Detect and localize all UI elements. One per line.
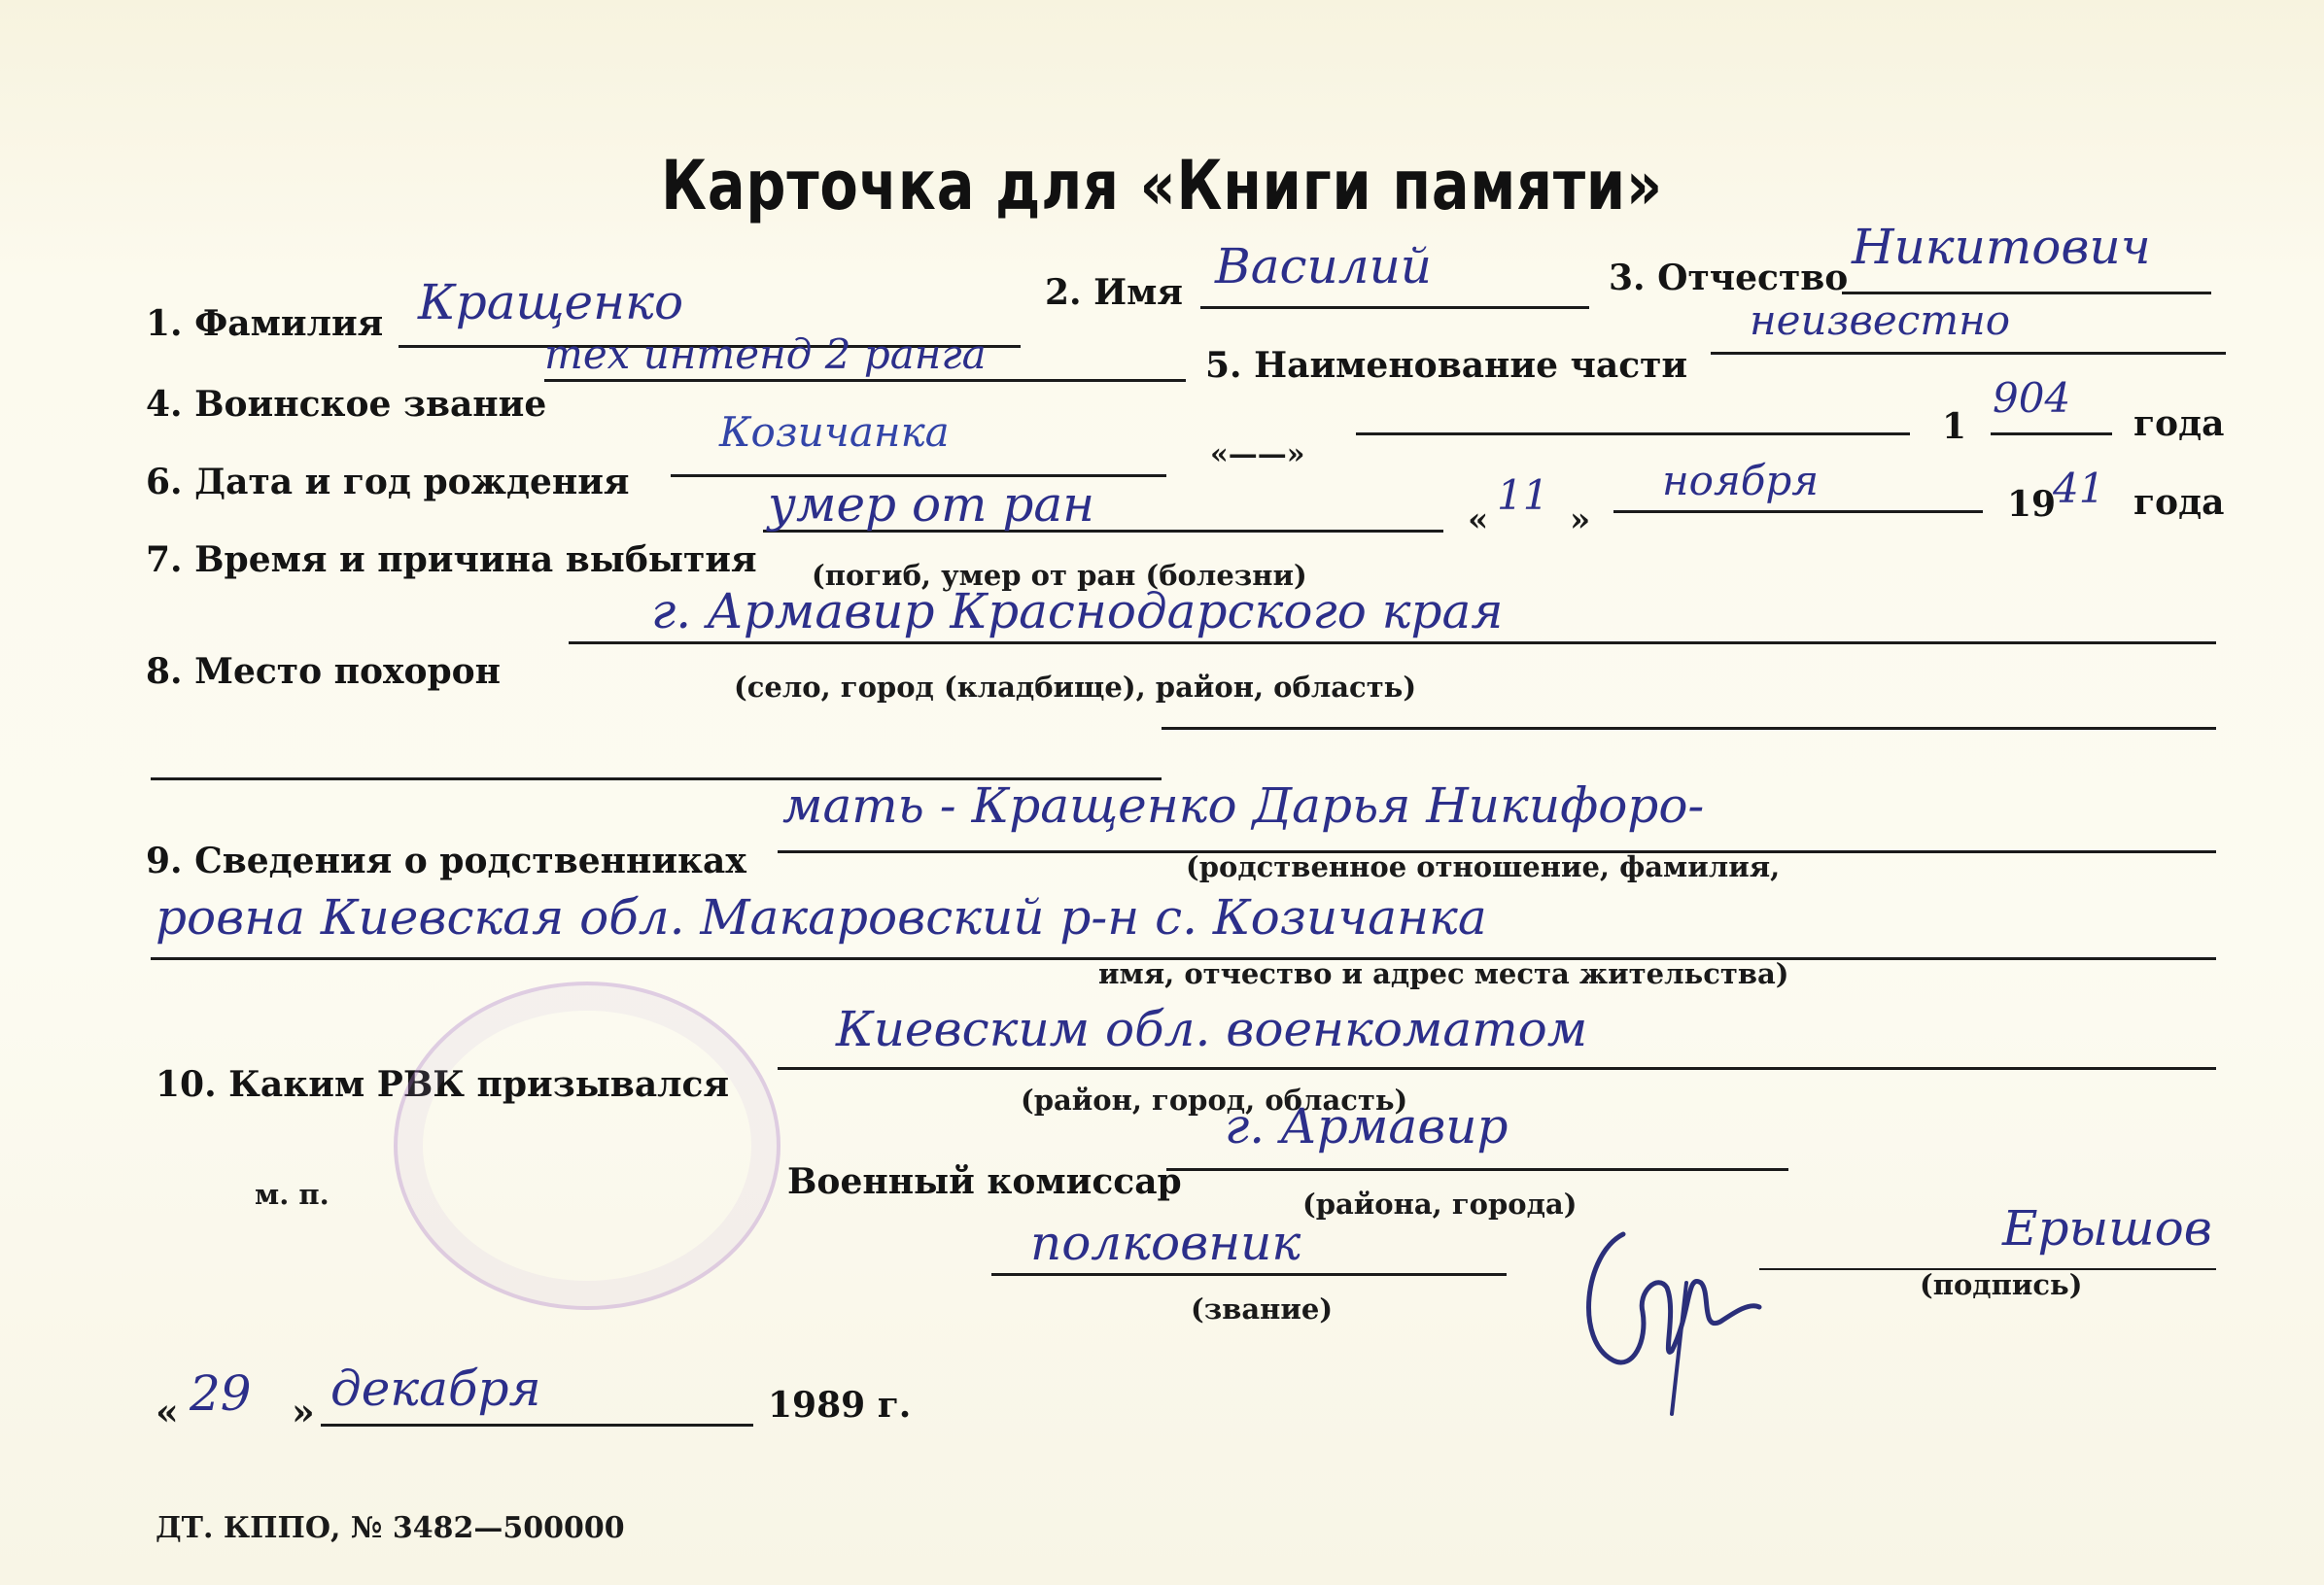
death-day-open: « bbox=[1468, 500, 1489, 539]
patronymic-line bbox=[1842, 292, 2211, 294]
value-rvk: Киевским обл. военкоматом bbox=[836, 1001, 1588, 1057]
birth-year-prefix: 1 bbox=[1942, 406, 1967, 447]
date-year-suffix: 1989 г. bbox=[768, 1385, 912, 1426]
name-line bbox=[1200, 306, 1589, 309]
cause-hint: (погиб, умер от ран (болезни) bbox=[812, 559, 1307, 592]
death-year-suffix: года bbox=[2133, 482, 2225, 523]
value-burial: г. Армавир Краснодарского края bbox=[651, 583, 1504, 639]
value-relatives-2: ровна Киевская обл. Макаровский р-н с. Козичанка bbox=[156, 889, 1487, 946]
date-line bbox=[321, 1424, 753, 1427]
commissar-hint: (района, города) bbox=[1302, 1188, 1578, 1221]
official-stamp bbox=[394, 982, 780, 1310]
value-name: Василий bbox=[1215, 238, 1432, 294]
burial-line bbox=[569, 641, 2216, 644]
value-sign-month: декабря bbox=[330, 1361, 541, 1417]
value-commissar-name: Ерышов bbox=[2002, 1200, 2212, 1257]
label-birth: 6. Дата и год рождения bbox=[146, 462, 630, 502]
label-surname: 1. Фамилия bbox=[146, 303, 384, 344]
label-unit: 5. Наименование части bbox=[1205, 345, 1688, 386]
commissar-line bbox=[1166, 1168, 1788, 1171]
label-rank: 4. Воинское звание bbox=[146, 384, 547, 425]
label-cause: 7. Время и причина выбытия bbox=[146, 539, 757, 580]
death-day-close: » bbox=[1570, 500, 1591, 539]
blank-line-a bbox=[1162, 727, 2216, 730]
date-close-quote: » bbox=[292, 1390, 315, 1433]
rvk-line bbox=[778, 1067, 2216, 1070]
burial-hint: (село, город (кладбище), район, область) bbox=[734, 671, 1417, 704]
value-surname: Кращенко bbox=[418, 274, 684, 330]
value-patronymic: Никитович bbox=[1852, 219, 2151, 275]
value-death-day: 11 bbox=[1497, 471, 1549, 519]
value-relatives-1: мать - Кращенко Дарья Никифоро- bbox=[782, 777, 1705, 834]
label-relatives: 9. Сведения о родственниках bbox=[146, 841, 746, 881]
signature-hint: (подпись) bbox=[1920, 1268, 2083, 1301]
birth-year-line bbox=[1991, 432, 2112, 435]
rank-sign-line bbox=[991, 1273, 1507, 1276]
mp-label: м. п. bbox=[255, 1178, 330, 1211]
value-death-month: ноября bbox=[1662, 457, 1820, 504]
label-name: 2. Имя bbox=[1045, 272, 1183, 313]
birth-quotes: «——» bbox=[1210, 437, 1305, 471]
date-open-quote: « bbox=[156, 1390, 179, 1433]
value-cause: умер от ран bbox=[768, 476, 1095, 533]
label-rvk: 10. Каким РВК призывался bbox=[156, 1064, 730, 1105]
rank-hint: (звание) bbox=[1191, 1292, 1334, 1326]
value-commissar-city: г. Армавир bbox=[1225, 1098, 1509, 1154]
value-sign-day: 29 bbox=[190, 1365, 252, 1422]
value-rank: тех интенд 2 ранга bbox=[544, 330, 987, 378]
label-patronymic: 3. Отчество bbox=[1609, 258, 1849, 298]
signature-icon bbox=[1565, 1195, 1788, 1419]
death-month-line bbox=[1613, 510, 1983, 513]
footer-print-info: ДТ. КППО, № 3482—500000 bbox=[156, 1511, 625, 1545]
value-death-year: 41 bbox=[2053, 465, 2105, 512]
value-commissar-rank: полковник bbox=[1030, 1215, 1301, 1271]
label-burial: 8. Место похорон bbox=[146, 651, 502, 692]
value-unit: неизвестно bbox=[1750, 296, 2011, 344]
relatives-hint-2: имя, отчество и адрес места жительства) bbox=[1098, 957, 1789, 990]
birth-year-suffix: года bbox=[2133, 403, 2225, 444]
card-title: Карточка для «Книги памяти» bbox=[661, 146, 1663, 225]
rvk-hint: (район, город, область) bbox=[1021, 1084, 1408, 1117]
unit-line bbox=[1711, 352, 2226, 355]
value-birth-year: 904 bbox=[1993, 374, 2071, 422]
label-commissar: Военный комиссар bbox=[787, 1161, 1182, 1202]
value-birthplace: Козичанка bbox=[719, 408, 950, 456]
birth-line-b bbox=[1356, 432, 1910, 435]
rank-line bbox=[544, 379, 1186, 382]
relatives-hint-1: (родственное отношение, фамилия, bbox=[1186, 850, 1781, 883]
death-year-prefix: 19 bbox=[2007, 484, 2057, 525]
